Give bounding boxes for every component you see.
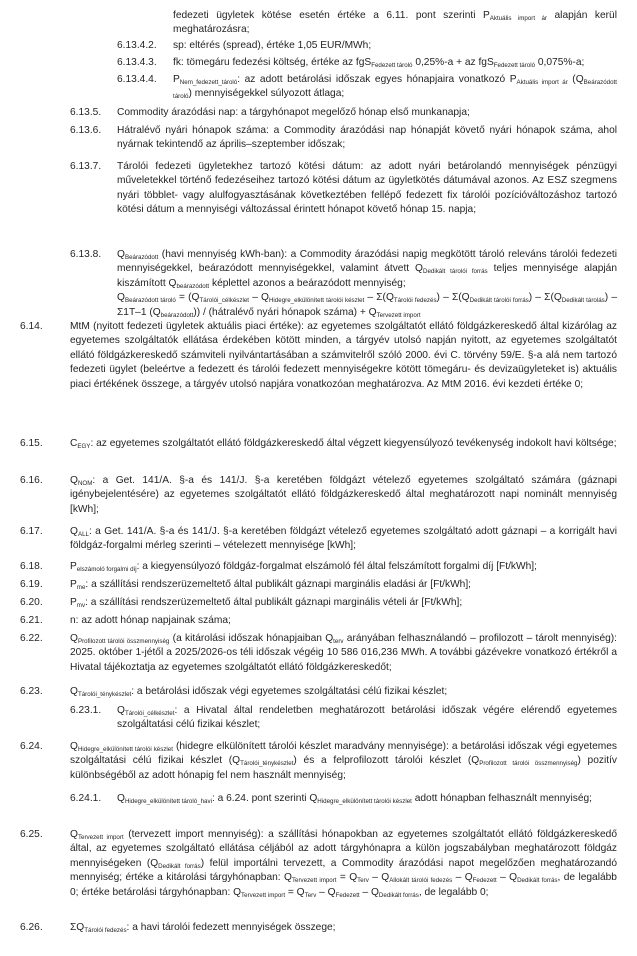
item-number: 6.20. — [20, 597, 43, 608]
item-text: $Q_{Hidegre\_elkülönített tárolói készlet}$ (hidegre elkülönített tárolói készlet maradvány mennyisége): a betárolási időszak végi egyetemes szolgáltatási célú fizikai készlet $(Q_{Tárolói\_tényk​észlet})$ és a felprofilozott tárolói készlet $(Q_{Profilozott tárolói összmennyiség})$ pozitív különbségéből az adott hónapig fel nem használt mennyiség; — [70, 741, 618, 781]
item-number: 6.15. — [20, 438, 43, 449]
item-text: $Q_{Beárazódott}$ (havi mennyiség kWh-ban): a Commodity árazódási napig megkötött tároló releváns tárolói fedezeti mennyiségekkel, beárazódott mennyiségekkel, valamint átvett $Q_{Dedikált tárolói forrás}$ teljes mennyisége alapján kiszámított $Q_{beárazódott}$ képlettel azonos a beárazódott mennyiség; $Q_{Beárazódott tároló} = (Q_{Tárolói\_célkészlet} - Q_{Hidegre\_elkülönített tárolói készlet} - \Sigma(Q_{Tárolói fedezés}) - \Sigma(Q_{Dedikált tárolói forrás}) - \Sigma(Q_{Dedikált tárolás}) - \Sigma 1T-1$ $(Q_{beárazódott})$) / (hátralévő nyári hónapok száma) + $Q_{Tervezett import}$ — [117, 249, 617, 319]
item-number: 6.24. — [20, 741, 43, 752]
item-text: $P_{mv}$: a szállítási rendszerüzemeltető által publikált gáznapi marginális vételi ár [Ft/kWh]; — [70, 597, 463, 609]
item-text: MtM (nyitott fedezeti ügyletek aktuális piaci értéke): az egyetemes szolgáltatót ellátó földgázkereskedő által kizárólag az egyetemes szolgáltatók ellátása érdekében kötött minden, a tárgyév utolsó napján nyitott, az egyetemes szolgáltatót ellátó földgázkereskedő számviteli nyilvántartásában a számvitelről szóló 2000. évi C. törvény 59/E. §-a alá nem tartozó fedezeti ügylet (beleértve a fedezett és tárolói fedezett mennyiségekre kötött tömegáru- és devizaügyleteket is) aktuális piaci értékének összege, a tárgyév utolsó napjára vonatkozóan meghatározva. Az MtM 2016. évi kezdeti értéke 0; — [70, 321, 617, 390]
item-number: 6.13.4.4. — [117, 74, 157, 85]
item-number: 6.13.8. — [70, 249, 102, 260]
item-number: 6.23. — [20, 686, 43, 697]
item-text: $Q_{NOM}$: a Get. 141/A. §-a és 141/J. §-a keretében földgázt vételező egyetemes szolgáltató számára (gáznapi igénybejelentésére) az egyetemes szolgáltatót ellátó földgázkereskedő által meghatározott napi nominált mennyiség [kWh]; — [70, 475, 617, 515]
item-number: 6.13.7. — [70, 161, 102, 172]
item-number: 6.24.1. — [70, 793, 102, 804]
continuation-text: fedezeti ügyletek kötése esetén értéke a 6.11. pont szerinti $P_{Aktuális import ár}$ alapján kerül meghatározásra; — [173, 10, 617, 36]
item-text: $\Sigma Q_{Tárolói fedezés}$: a havi tárolói fedezett mennyiségek összege; — [70, 922, 336, 934]
item-text: n: az adott hónap napjainak száma; — [70, 615, 231, 626]
item-number: 6.14. — [20, 321, 43, 332]
item-text: $Q_{Tervezett import}$ (tervezett import mennyiség): a szállítási hónapokban az egyetemes szolgáltatót ellátó földgázkereskedő által, az egyetemes szolgáltató ellátása céljából az adott tárgyhónapra a külön jogszabályban meghatározott földgáz mennyiségeken $(Q_{Dedikált forrás})$ felül importálni tervezett, a Commodity árazódási napot megelőzően meghatározandó mennyiség; értéke a kitárolási tárgyhónapban: $Q_{Tervezett import} = Q_{Terv} - Q_{Allokált tárolói fedezés} - Q_{Fedezett} - Q_{Dedikált forrás}$, de legalább 0; értéke betárolási tárgyhónapban: $Q_{Tervezett import} = Q_{Terv} - Q_{Fedezett} - Q_{Dedikált forrás}$, de legalább 0; — [70, 829, 618, 899]
item-number: 6.21. — [20, 615, 43, 626]
item-text: $Q_{ALL}$: a Get. 141/A. §-a és 141/J. §-a keretében földgázt vételező egyetemes szolgáltató adott gáznapi – a korrigált havi földgáz-forgalmi mérleg szerinti – vételezett mennyisége [kWh]; — [70, 526, 617, 552]
item-number: 6.16. — [20, 475, 43, 486]
item-text: $P_{Nem\_fedezett\_tároló}$: az adott betárolási időszak egyes hónapjaira vonatkozó $P_{Aktuális import ár}$ $(Q_{Beárazódott tároló})$ mennyiségekkel súlyozott átlaga; — [173, 74, 617, 101]
item-text: $P_{me}$: a szállítási rendszerüzemeltető által publikált gáznapi marginális eladási ár [Ft/kWh]; — [70, 579, 472, 591]
item-text: $Q_{Tárolói\_célkészlet}$: a Hivatal által rendeletben meghatározott betárolási időszak végére elérendő egyetemes szolgáltatási célú fizikai készlet; — [117, 705, 617, 731]
item-text: $Q_{Profilozott tárolói összmennyiség}$ (a kitárolási időszak hónapjaiban $Q_{terv}$ arányában felhasználandó – profilozott – tárolt mennyiség): 2025. október 1-jétől a 2025/2026-os téli időszak végéig 10 586 016,236 MWh. A további gázévekre vonatkozó értékről a Hivatal tájékoztatja az egyetemes szolgáltatót ellátó földgázkereskedőt; — [70, 633, 618, 673]
item-text: Commodity árazódási nap: a tárgyhónapot megelőző hónap első munkanapja; — [117, 107, 470, 118]
item-number: 6.26. — [20, 922, 43, 933]
item-number: 6.17. — [20, 526, 43, 537]
item-text: $C_{EGY}$: az egyetemes szolgáltatót ellátó földgázkereskedő által végzett kiegyensúlyozó tevékenység indokolt havi költsége; — [70, 438, 617, 450]
item-number: 6.19. — [20, 579, 43, 590]
item-number: 6.13.4.3. — [117, 57, 157, 68]
item-text: $P_{elszámoló forgalmi díj}$: a kiegyensúlyozó földgáz-forgalmat elszámoló fél által felszámított forgalmi díj [Ft/kWh]; — [70, 561, 537, 573]
item-text: $Q_{Tárolói\_tényk​észlet}$: a betárolási időszak végi egyetemes szolgáltatási célú fizikai készlet; — [70, 686, 448, 698]
item-text: Hátralévő nyári hónapok száma: a Commodity árazódási nap hónapját követő nyári hónapok száma, ahol nyárnak tekintendő az április–szeptember időszak; — [117, 125, 617, 151]
item-number: 6.13.5. — [70, 107, 102, 118]
item-number: 6.25. — [20, 829, 43, 840]
item-number: 6.13.6. — [70, 125, 102, 136]
item-text: sp: eltérés (spread), értéke 1,05 EUR/MWh; — [173, 40, 372, 51]
item-number: 6.18. — [20, 561, 43, 572]
item-number: 6.23.1. — [70, 705, 102, 716]
item-number: 6.13.4.2. — [117, 40, 157, 51]
item-text: $Q_{Hidegre\_elkülönített tároló\_havi}$: a 6.24. pont szerinti $Q_{Hidegre\_elkülönített tárolói készlet}$ adott hónapban felhasznált mennyiség; — [117, 793, 592, 805]
item-number: 6.22. — [20, 633, 43, 644]
item-text: fk: tömegáru fedezési költség, értéke az fgS$_{Fedezett tároló}$ 0,25%-a + az fgS$_{Fedezett tároló}$ 0,075%-a; — [173, 57, 585, 69]
item-text: Tárolói fedezeti ügyletekhez tartozó kötési dátum: az adott nyári betárolandó mennyiségek pénzügyi műveletekkel történő fedezéseihez tartozó kötési dátum az ügyletkötés dátumával azonos. Az ESZ szegmens nyári többlet- vagy alulfogyasztásának következtében fellépő fedezett fix tárolói pozícióváltozáshoz tartozó kötési dátum a mennyiségi változással érintett hónapot követő hónap 15. napja; — [117, 161, 617, 216]
